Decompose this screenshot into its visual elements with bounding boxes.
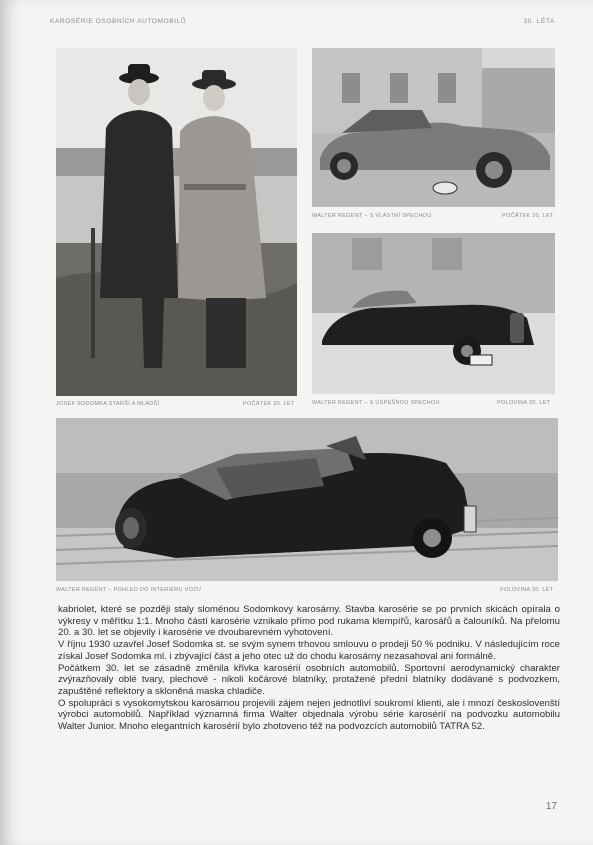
body-paragraph: O spolupráci s vysokomytskou karosárnou projevili zájem nejen jednotliví soukromí klienti, ale i mnozí českoslovenští výrobci automobilů. Například významná firma Walter objednala výrobu série karosérií na podvozku automobilu Walter Junior. Mnoho elegantních karosérií bylo zhotoveno též na podvozcích automobilů TATRA 52. bbox=[58, 697, 560, 733]
photo-convertible bbox=[56, 418, 558, 581]
photo-black-roadster-caption: WALTER REGENT – S ÚSPĚŠNOU SPECHOU bbox=[312, 400, 440, 406]
page-number: 17 bbox=[545, 801, 557, 812]
photo-car-house-caption: WALTER REGENT – S VLASTNÍ SPECHOU bbox=[312, 213, 432, 219]
body-paragraph: Počátkem 30. let se zásadně změnila křivka karosérií osobních automobilů. Sportovní aerodynamický charakter zvýrazňovaly oblé tvary, plechové - nikoli kočárové blatníky, protažené přední blatníky dodávané s podvozkem, zapuštěné reflektory a skloněná maska chladiče. bbox=[58, 662, 560, 697]
photo-two-men-date: POČÁTEK 30. LET bbox=[243, 401, 295, 407]
photo-car-house-date: POČÁTEK 30. LET bbox=[502, 213, 554, 219]
body-text bbox=[58, 604, 560, 733]
photo-convertible-date: POLOVINA 30. LET bbox=[500, 587, 554, 593]
body-paragraph: V říjnu 1930 uzavřel Josef Sodomka st. se svým synem trhovou smlouvu o prodeji 50 % podniku. V následujícím roce získal Josef Sodomka ml. i zbývající část a jeho otec už do chodu karosárny nezasahoval ani formálně. bbox=[58, 639, 560, 662]
photo-convertible-caption: WALTER REGENT – POHLED DO INTERIÉRU VOZU bbox=[56, 587, 202, 593]
photo-car-house bbox=[312, 48, 555, 207]
running-header-left: KAROSÉRIE OSOBNÍCH AUTOMOBILŮ bbox=[50, 18, 187, 25]
body-paragraph: kabriolet, které se později staly sloménou Sodomkovy karosárny. Stavba karosérie se po prvních skicách opírala o výkresy v měřítku 1:1. Mnoho částí karosérie vznikalo přímo pod rukama klempířů, karosářů a čalouníků. Na přelomu 20. a 30. let se objevily i karosérie ve dvoubarevném vyhotovení. bbox=[58, 604, 560, 639]
photo-black-roadster bbox=[312, 233, 555, 394]
photo-two-men-caption: JOSEF SODOMKA STARŠÍ A MLADŠÍ bbox=[56, 401, 160, 407]
photo-two-men bbox=[56, 48, 297, 396]
photo-black-roadster-date: POLOVINA 30. LET bbox=[497, 400, 551, 406]
running-header-right: 30. LÉTA bbox=[523, 18, 555, 25]
